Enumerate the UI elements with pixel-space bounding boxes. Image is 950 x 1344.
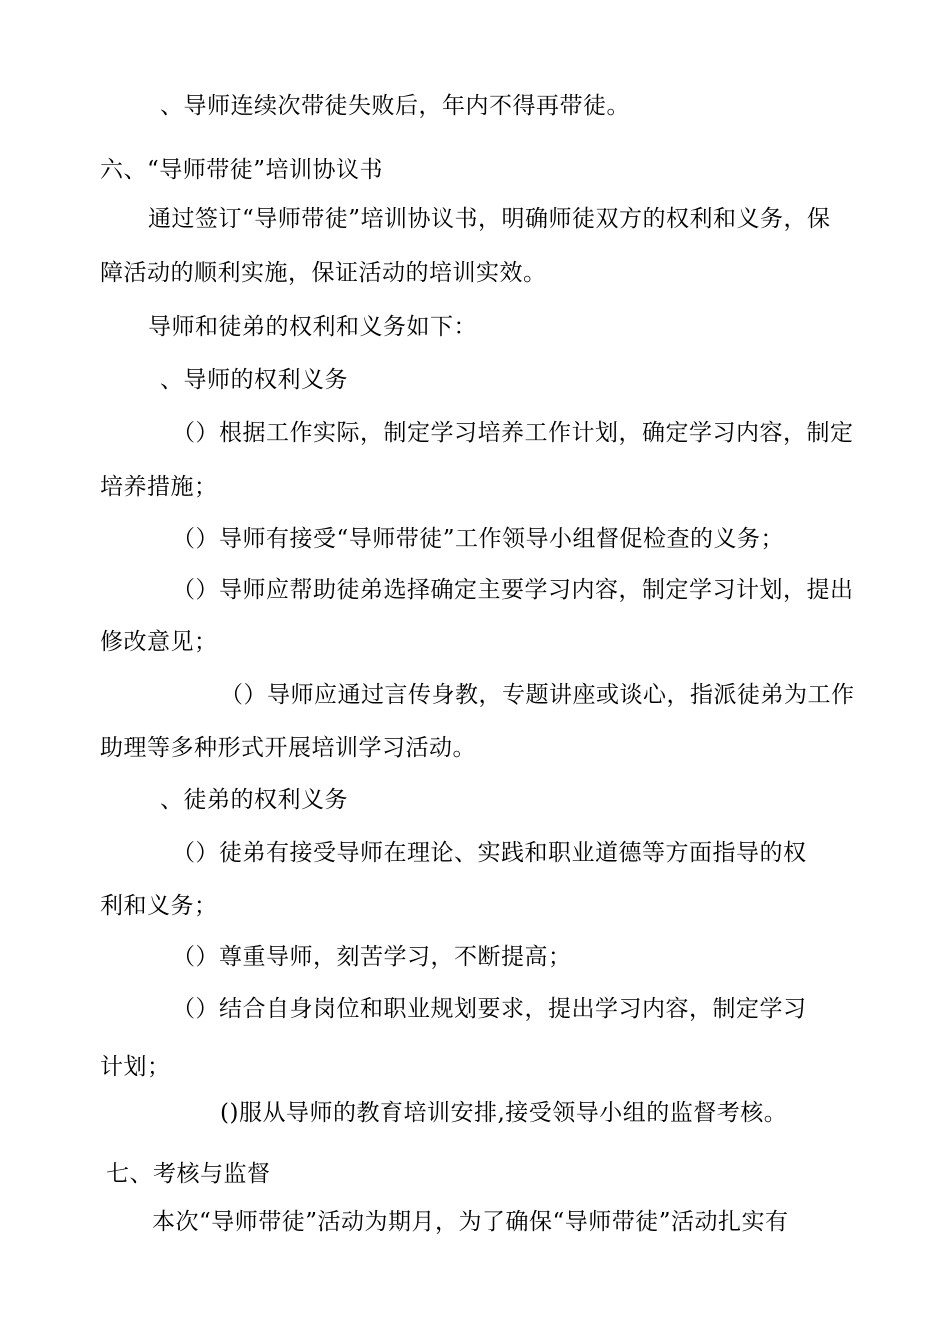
text-line: 导师和徒弟的权利和义务如下： [148,314,477,340]
text-line: （）导师有接受“导师带徒”工作领导小组督促检查的义务； [172,526,785,552]
text-line: 本次“导师带徒”活动为期月，为了确保“导师带徒”活动扎实有 [152,1209,789,1235]
section-heading: 七、考核与监督 [106,1161,271,1187]
text-line: （）徒弟有接受导师在理论、实践和职业道德等方面指导的权 [172,840,807,866]
subsection-heading: 、导师的权利义务 [160,367,348,393]
text-line: （）结合自身岗位和职业规划要求，提出学习内容，制定学习 [172,996,807,1022]
text-line: 修改意见； [100,629,218,655]
subsection-heading: 、徒弟的权利义务 [160,787,348,813]
text-line: 计划； [100,1054,171,1080]
text-line: 障活动的顺利实施，保证活动的培训实效。 [100,260,547,286]
text-line: （）导师应帮助徒弟选择确定主要学习内容，制定学习计划，提出 [172,577,854,603]
section-heading: 六、“导师带徒”培训协议书 [100,157,384,183]
text-line: （）根据工作实际，制定学习培养工作计划，确定学习内容，制定 [172,420,854,446]
text-line: ()服从导师的教育培训安排,接受领导小组的监督考核。 [220,1100,788,1126]
text-line: （）导师应通过言传身教，专题讲座或谈心，指派徒弟为工作 [220,682,855,708]
text-line: （）尊重导师，刻苦学习，不断提高； [172,944,572,970]
text-line: 利和义务； [100,893,218,919]
text-line: 培养措施； [100,474,218,500]
text-line: 、导师连续次带徒失败后，年内不得再带徒。 [160,93,630,119]
text-line: 通过签订“导师带徒”培训协议书，明确师徒双方的权利和义务，保 [148,206,831,232]
text-line: 助理等多种形式开展培训学习活动。 [100,735,476,761]
